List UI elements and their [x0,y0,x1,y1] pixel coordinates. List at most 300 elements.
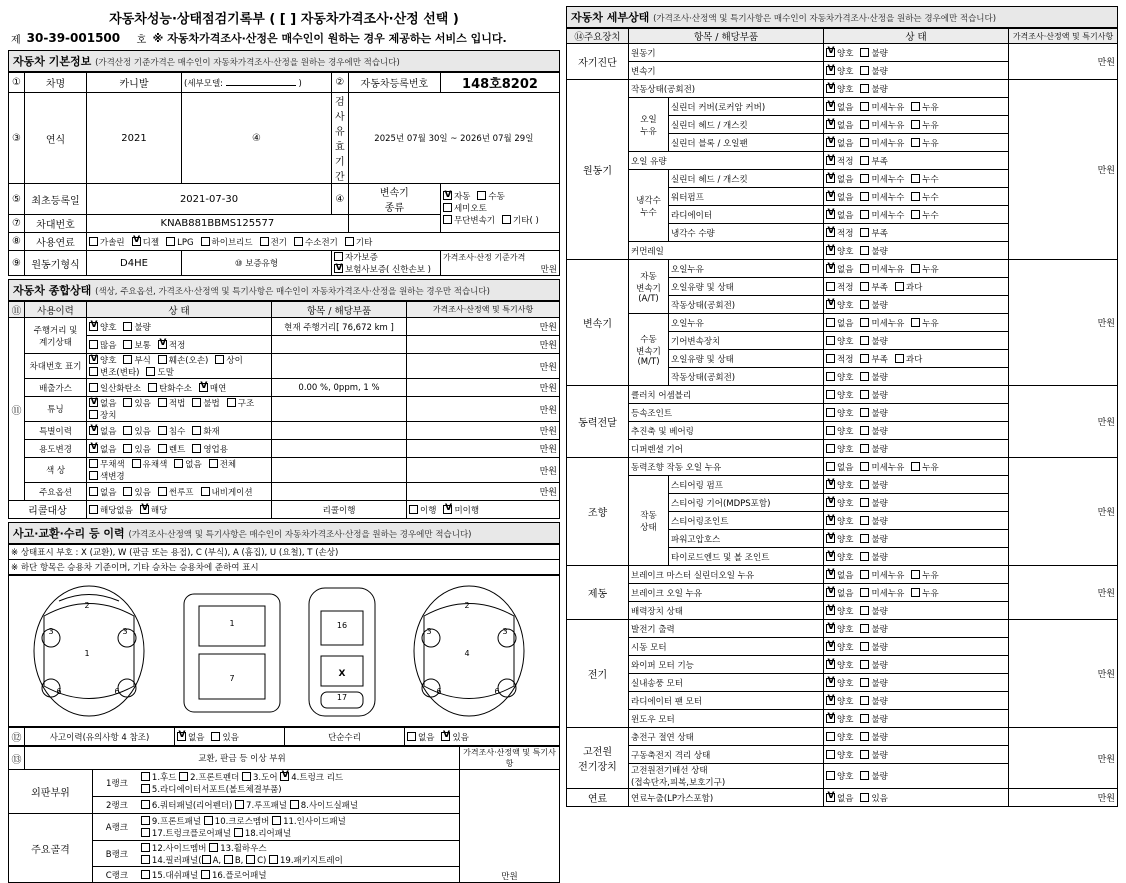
option-작동상태-공회전--불량[interactable]: 불량 [860,83,887,95]
checkbox-추진축-및-베어링-양호[interactable] [826,426,835,435]
option-주요옵션-내비게이션[interactable]: 내비게이션 [201,486,253,498]
checkbox-커먼레일-불량[interactable] [860,246,869,255]
checkbox-변속기-불량[interactable] [860,66,869,75]
option-차대번호-표기-훼손-오손-[interactable]: 훼손(오손) [158,354,208,366]
option-주요옵션-썬루프[interactable]: 썬루프 [158,486,194,498]
checkbox-색-상-전체[interactable] [209,459,218,468]
detail-row-state[interactable] [824,404,1009,422]
detail-row-state[interactable] [824,260,1009,278]
checkbox-자동[interactable] [443,191,452,200]
option-스티어링-펌프-양호[interactable]: V 양호 [826,479,853,491]
checkbox-하이브리드[interactable] [201,237,210,246]
checkbox-워터펌프-누수[interactable] [911,192,920,201]
detail-row-state[interactable] [824,440,1009,458]
detail-row-state[interactable] [824,98,1009,116]
option-rep-없음[interactable]: 없음 [407,731,434,743]
checkbox-실린더-블록-오일팬-없음[interactable] [826,138,835,147]
overall-row-state[interactable] [87,354,272,379]
checkbox-row1-보통[interactable] [123,340,132,349]
detail-row-state[interactable] [824,620,1009,638]
checkbox-브레이크-마스터-실린더오일-누유-미세누유[interactable] [860,570,869,579]
option-동력조향-작동-오일-누유-미세누유[interactable]: 미세누유 [860,461,904,473]
option-추진축-및-베어링-불량[interactable]: 불량 [860,425,887,437]
checkbox-특별이력-화재[interactable] [192,426,201,435]
option-주요옵션-없음[interactable]: 없음 [89,486,116,498]
option-오일-유량-부족[interactable]: 부족 [860,155,887,167]
option-냉각수-수량-적정[interactable]: V 적정 [826,227,853,239]
detail-row-state[interactable] [824,242,1009,260]
option-특별이력-없음[interactable]: V 없음 [89,425,116,437]
checkbox-라디에이터-누수[interactable] [911,210,920,219]
checkbox-배출가스-탄화수소[interactable] [148,383,157,392]
checkbox-발전기-출력-양호[interactable] [826,624,835,633]
checkbox-무단변속기[interactable] [443,215,452,224]
checkbox-자가보증[interactable] [334,252,343,261]
fuel-options[interactable] [87,233,560,251]
option-추진축-및-베어링-양호[interactable]: 양호 [826,425,853,437]
option-특별이력-침수[interactable]: 침수 [158,425,185,437]
option-작동상태-공회전--양호[interactable]: 양호 [826,371,853,383]
checkbox-실린더-커버-로커암-커버--미세누유[interactable] [860,102,869,111]
overall-row-state[interactable] [87,397,272,422]
option-차대번호-표기-도말[interactable]: 도말 [146,366,173,378]
option-커먼레일-불량[interactable]: 불량 [860,245,887,257]
checkbox-특별이력-침수[interactable] [158,426,167,435]
option-구동축전지-격리-상태-양호[interactable]: 양호 [826,749,853,761]
option-튜닝-없음[interactable]: V없음 [89,397,116,409]
detail-row-state[interactable] [824,206,1009,224]
transmission-options-line2[interactable] [443,214,557,226]
checkbox-기타-[interactable] [502,215,511,224]
option-오일누유-미세누유[interactable]: 미세누유 [860,263,904,275]
checkbox-차대번호-표기-부식[interactable] [123,355,132,364]
checkbox-윈도우-모터-불량[interactable] [860,714,869,723]
option-용도변경-없음[interactable]: V 없음 [89,443,116,455]
option-실린더-헤드-개스킷-없음[interactable]: V 없음 [826,119,853,131]
detail-row-state[interactable] [824,368,1009,386]
option-워터펌프-없음[interactable]: V 없음 [826,191,853,203]
checkbox-기타[interactable] [345,237,354,246]
checkbox-브레이크-오일-누유-없음[interactable] [826,588,835,597]
checkbox-dash-panel[interactable] [141,870,150,879]
checkbox-파워고압호스-양호[interactable] [826,534,835,543]
checkbox-수소전기[interactable] [294,237,303,246]
checkbox-실린더-블록-오일팬-미세누유[interactable] [860,138,869,147]
option-등속조인트-양호[interactable]: 양호 [826,407,853,419]
option-실내송풍-모터-불량[interactable]: 불량 [860,677,887,689]
option-무단변속기[interactable]: 무단변속기 [443,214,495,226]
checkbox-오일-유량-부족[interactable] [860,156,869,165]
checkbox-디퍼렌셜-기어-불량[interactable] [860,444,869,453]
option-recall2-미이행[interactable]: V 미이행 [443,504,479,516]
checkbox-pillar-a[interactable] [202,855,211,864]
checkbox-주요옵션-없음[interactable] [89,487,98,496]
checkbox-튜닝-있음[interactable] [123,398,132,407]
checkbox-recall-해당[interactable] [140,505,149,514]
option-오일유량-및-상태-적정[interactable]: 적정 [826,281,853,293]
checkbox-오일누유-없음[interactable] [826,264,835,273]
option-색-상-무채색[interactable]: 무채색 [89,458,125,470]
checkbox-recall2-이행[interactable] [409,505,418,514]
option-발전기-출력-불량[interactable]: 불량 [860,623,887,635]
option-라디에이터-없음[interactable]: V 없음 [826,209,853,221]
checkbox-스티어링조인트-양호[interactable] [826,516,835,525]
option-튜닝-있음[interactable]: 있음 [123,397,150,409]
detail-row-state[interactable] [824,116,1009,134]
option-변속기-양호[interactable]: V 양호 [826,65,853,77]
option-차대번호-표기-부식[interactable]: 부식 [123,354,150,366]
option-색-상-전체[interactable]: 전체 [209,458,236,470]
checkbox-전기[interactable] [260,237,269,246]
checkbox-wheel-house[interactable] [209,843,218,852]
overall-row-state[interactable] [87,336,272,354]
option-색-상-색변경[interactable]: 색변경 [89,470,125,482]
option-튜닝-구조[interactable]: 구조 [227,397,254,409]
option-라디에이터-팬-모터-불량[interactable]: 불량 [860,695,887,707]
detail-row-state[interactable] [824,314,1009,332]
checkbox-pillar-c[interactable] [246,855,255,864]
checkbox-실린더-헤드-개스킷-누유[interactable] [911,120,920,129]
option-recall2-이행[interactable]: 이행 [409,504,436,516]
checkbox-구동축전지-격리-상태-양호[interactable] [826,750,835,759]
checkbox-등속조인트-양호[interactable] [826,408,835,417]
option-색-상-없음[interactable]: 없음 [174,458,201,470]
checkbox-배출가스-일산화탄소[interactable] [89,383,98,392]
checkbox-pillar-panel[interactable] [141,855,150,864]
option-배출가스-일산화탄소[interactable]: 일산화탄소 [89,382,141,394]
checkbox-튜닝-없음[interactable] [89,398,98,407]
checkbox-실린더-커버-로커암-커버--없음[interactable] [826,102,835,111]
checkbox-가솔린[interactable] [89,237,98,246]
simple-repair-options[interactable] [405,728,560,746]
checkbox-trunk-floor-panel[interactable] [141,828,150,837]
option-오일누유-누유[interactable]: 누유 [911,263,938,275]
option-기타-[interactable]: 기타( ) [502,214,539,226]
detail-row-state[interactable] [824,170,1009,188]
detail-row-state[interactable] [824,728,1009,746]
checkbox-용도변경-없음[interactable] [89,444,98,453]
option-가솔린[interactable]: 가솔린 [89,236,125,248]
checkbox-시동-모터-불량[interactable] [860,642,869,651]
checkbox-차대번호-표기-양호[interactable] [89,355,98,364]
checkbox-cross-member[interactable] [204,816,213,825]
option-lpg[interactable]: LPG [166,237,193,248]
checkbox-side-sill-panel[interactable] [290,800,299,809]
option-파워고압호스-불량[interactable]: 불량 [860,533,887,545]
checkbox-오일누유-미세누유[interactable] [860,264,869,273]
checkbox-배력장치-상태-불량[interactable] [860,606,869,615]
checkbox-튜닝-구조[interactable] [227,398,236,407]
option-실린더-커버-로커암-커버--누유[interactable]: 누유 [911,101,938,113]
checkbox-작동상태-공회전--양호[interactable] [826,84,835,93]
checkbox-배력장치-상태-양호[interactable] [826,606,835,615]
checkbox-연료누출-lp가스포함--없음[interactable] [826,793,835,802]
option-용도변경-렌트[interactable]: 렌트 [158,443,185,455]
checkbox-차대번호-표기-변조-변타-[interactable] [89,367,98,376]
checkbox-보험사보증-신한손보-[interactable] [334,264,343,273]
option-row1-많음[interactable]: 많음 [89,339,116,351]
detail-row-state[interactable] [824,44,1009,62]
option-스티어링-펌프-불량[interactable]: 불량 [860,479,887,491]
detail-row-state[interactable] [824,746,1009,764]
checkbox-작동상태-공회전--불량[interactable] [860,300,869,309]
checkbox-스티어링-기어-mdps포함--양호[interactable] [826,498,835,507]
overall-row-state[interactable] [87,318,272,336]
checkbox-브레이크-마스터-실린더오일-누유-누유[interactable] [911,570,920,579]
checkbox-quarter-panel[interactable] [141,800,150,809]
detail-row-state[interactable] [824,224,1009,242]
checkbox-용도변경-영업용[interactable] [192,444,201,453]
detail-row-state[interactable] [824,62,1009,80]
option-와이퍼-모터-기능-불량[interactable]: 불량 [860,659,887,671]
checkbox-recall-해당없음[interactable] [89,505,98,514]
checkbox-rep-없음[interactable] [407,732,416,741]
checkbox-워터펌프-없음[interactable] [826,192,835,201]
option-브레이크-오일-누유-없음[interactable]: V 없음 [826,587,853,599]
overall-row-state[interactable] [87,483,272,501]
checkbox-door[interactable] [242,772,251,781]
checkbox-작동상태-공회전--양호[interactable] [826,300,835,309]
option-타이로드엔드-및-볼-조인트-양호[interactable]: V 양호 [826,551,853,563]
option-실린더-헤드-개스킷-미세누수[interactable]: 미세누수 [860,173,904,185]
checkbox-주행거리-및-계기상태-불량[interactable] [123,322,132,331]
detail-row-state[interactable] [824,764,1009,789]
checkbox-roof-panel[interactable] [235,800,244,809]
checkbox-acc-있음[interactable] [211,732,220,741]
option-색-상-유채색[interactable]: 유채색 [132,458,168,470]
checkbox-세미오토[interactable] [443,203,452,212]
option-워터펌프-미세누수[interactable]: 미세누수 [860,191,904,203]
detail-row-state[interactable] [824,656,1009,674]
transmission-options-line1[interactable] [443,190,557,214]
detail-row-state[interactable] [824,692,1009,710]
option-작동상태-공회전--양호[interactable]: V 양호 [826,299,853,311]
detail-row-state[interactable] [824,350,1009,368]
checkbox-rep-있음[interactable] [441,732,450,741]
checkbox-실내송풍-모터-양호[interactable] [826,678,835,687]
option-기타[interactable]: 기타 [345,236,372,248]
option-디퍼렌셜-기어-양호[interactable]: 양호 [826,443,853,455]
detail-row-state[interactable] [824,188,1009,206]
rankC-items[interactable]: 15.대쉬패널 16.플로어패널 [139,869,457,881]
option-디퍼렌셜-기어-불량[interactable]: 불량 [860,443,887,455]
checkbox-용도변경-있음[interactable] [123,444,132,453]
option-브레이크-마스터-실린더오일-누유-없음[interactable]: V 없음 [826,569,853,581]
detail-row-state[interactable] [824,638,1009,656]
option-스티어링조인트-불량[interactable]: 불량 [860,515,887,527]
option-고전원전기배선-상태-접속단자-피복-보호기구--불량[interactable]: 불량 [860,770,887,782]
option-튜닝-적법[interactable]: 적법 [158,397,185,409]
overall-row-state[interactable] [87,379,272,397]
checkbox-floor-panel[interactable] [201,870,210,879]
checkbox-오일유량-및-상태-과다[interactable] [895,354,904,363]
option-스티어링-기어-mdps포함--양호[interactable]: V 양호 [826,497,853,509]
checkbox-실린더-헤드-개스킷-없음[interactable] [826,120,835,129]
detail-row-state[interactable] [824,278,1009,296]
option-스티어링-기어-mdps포함--불량[interactable]: 불량 [860,497,887,509]
option-오일유량-및-상태-과다[interactable]: 과다 [895,281,922,293]
option-실린더-커버-로커암-커버--미세누유[interactable]: 미세누유 [860,101,904,113]
option-윈도우-모터-양호[interactable]: V 양호 [826,713,853,725]
option-워터펌프-누수[interactable]: 누수 [911,191,938,203]
checkbox-특별이력-있음[interactable] [123,426,132,435]
checkbox-발전기-출력-불량[interactable] [860,624,869,633]
option-rep-있음[interactable]: V 있음 [441,731,468,743]
option-row1-적정[interactable]: V 적정 [158,339,185,351]
detail-row-state[interactable] [824,548,1009,566]
checkbox-acc-없음[interactable] [177,732,186,741]
option-오일누유-없음[interactable]: 없음 [826,317,853,329]
option-기어변속장치-양호[interactable]: 양호 [826,335,853,347]
checkbox-색-상-유채색[interactable] [132,459,141,468]
checkbox-라디에이터-팬-모터-양호[interactable] [826,696,835,705]
checkbox-주요옵션-썬루프[interactable] [158,487,167,496]
checkbox-오일-유량-적정[interactable] [826,156,835,165]
checkbox-동력조향-작동-오일-누유-누유[interactable] [911,462,920,471]
checkbox-튜닝-적법[interactable] [158,398,167,407]
checkbox-실린더-블록-오일팬-누유[interactable] [911,138,920,147]
checkbox-작동상태-공회전--불량[interactable] [860,372,869,381]
checkbox-기어변속장치-양호[interactable] [826,336,835,345]
option-수소전기[interactable]: 수소전기 [294,236,338,248]
option-차대번호-표기-양호[interactable]: V양호 [89,354,116,366]
option-실린더-헤드-개스킷-없음[interactable]: V 없음 [826,173,853,185]
option-하이브리드[interactable]: 하이브리드 [201,236,253,248]
checkbox-row1-적정[interactable] [158,340,167,349]
checkbox-동력조향-작동-오일-누유-없음[interactable] [826,462,835,471]
detail-row-state[interactable] [824,80,1009,98]
option-라디에이터-누수[interactable]: 누수 [911,209,938,221]
checkbox-충전구-절연-상태-불량[interactable] [860,732,869,741]
option-acc-없음[interactable]: V 없음 [177,731,204,743]
checkbox-클러치-어셈블리-양호[interactable] [826,390,835,399]
option-냉각수-수량-부족[interactable]: 부족 [860,227,887,239]
option-보험사보증-신한손보-[interactable]: V보험사보증( 신한손보 ) [334,263,431,275]
overall-row-state[interactable] [87,440,272,458]
detail-row-state[interactable] [824,789,1009,807]
checkbox-오일유량-및-상태-적정[interactable] [826,282,835,291]
detail-row-state[interactable] [824,422,1009,440]
option-기어변속장치-불량[interactable]: 불량 [860,335,887,347]
option-튜닝-장치[interactable]: 장치 [89,409,116,421]
option-전기[interactable]: 전기 [260,236,287,248]
checkbox-커먼레일-양호[interactable] [826,246,835,255]
checkbox-연료누출-lp가스포함--있음[interactable] [860,793,869,802]
option-동력조향-작동-오일-누유-누유[interactable]: 누유 [911,461,938,473]
checkbox-pillar-b[interactable] [224,855,233,864]
checkbox-rear-panel[interactable] [234,828,243,837]
checkbox-디젤[interactable] [132,237,141,246]
checkbox-실린더-헤드-개스킷-미세누수[interactable] [860,174,869,183]
checkbox-스티어링-펌프-양호[interactable] [826,480,835,489]
checkbox-라디에이터-미세누수[interactable] [860,210,869,219]
checkbox-튜닝-장치[interactable] [89,410,98,419]
detail-row-state[interactable] [824,566,1009,584]
checkbox-오일누유-미세누유[interactable] [860,318,869,327]
option-구동축전지-격리-상태-불량[interactable]: 불량 [860,749,887,761]
checkbox-차대번호-표기-훼손-오손-[interactable] [158,355,167,364]
checkbox-스티어링-기어-mdps포함--불량[interactable] [860,498,869,507]
checkbox-등속조인트-불량[interactable] [860,408,869,417]
checkbox-lpg[interactable] [166,237,175,246]
option-충전구-절연-상태-양호[interactable]: 양호 [826,731,853,743]
checkbox-타이로드엔드-및-볼-조인트-불량[interactable] [860,552,869,561]
option-차대번호-표기-변조-변타-[interactable]: 변조(변타) [89,366,139,378]
option-라디에이터-팬-모터-양호[interactable]: V 양호 [826,695,853,707]
checkbox-주요옵션-있음[interactable] [123,487,132,496]
checkbox-충전구-절연-상태-양호[interactable] [826,732,835,741]
option-row1-보통[interactable]: 보통 [123,339,150,351]
option-연료누출-lp가스포함--없음[interactable]: V 없음 [826,792,853,804]
checkbox-클러치-어셈블리-불량[interactable] [860,390,869,399]
option-차대번호-표기-상이[interactable]: 상이 [215,354,242,366]
recall-performed-options[interactable] [407,501,560,519]
detail-row-state[interactable] [824,476,1009,494]
option-오일-유량-적정[interactable]: V 적정 [826,155,853,167]
option-자동[interactable]: V자동 [443,190,470,202]
detail-row-state[interactable] [824,602,1009,620]
checkbox-냉각수-수량-부족[interactable] [860,228,869,237]
detail-row-state[interactable] [824,152,1009,170]
checkbox-라디에이터-없음[interactable] [826,210,835,219]
checkbox-색-상-무채색[interactable] [89,459,98,468]
checkbox-브레이크-오일-누유-누유[interactable] [911,588,920,597]
checkbox-수동[interactable] [477,191,486,200]
option-오일유량-및-상태-과다[interactable]: 과다 [895,353,922,365]
rank2-items[interactable]: 6.쿼터패널(리어펜더) 7.루프패널 8.사이드실패널 [139,799,457,811]
option-실린더-블록-오일팬-미세누유[interactable]: 미세누유 [860,137,904,149]
checkbox-package-tray[interactable] [269,855,278,864]
option-실린더-헤드-개스킷-미세누유[interactable]: 미세누유 [860,119,904,131]
option-실린더-블록-오일팬-없음[interactable]: V 없음 [826,137,853,149]
option-디젤[interactable]: V 디젤 [132,236,159,248]
option-배력장치-상태-불량[interactable]: 불량 [860,605,887,617]
checkbox-냉각수-수량-적정[interactable] [826,228,835,237]
option-윈도우-모터-불량[interactable]: 불량 [860,713,887,725]
option-자가보증[interactable]: 자가보증 [334,251,378,263]
option-용도변경-영업용[interactable]: 영업용 [192,443,228,455]
checkbox-스티어링조인트-불량[interactable] [860,516,869,525]
checkbox-파워고압호스-불량[interactable] [860,534,869,543]
checkbox-동력조향-작동-오일-누유-미세누유[interactable] [860,462,869,471]
checkbox-실내송풍-모터-불량[interactable] [860,678,869,687]
checkbox-실린더-헤드-개스킷-미세누유[interactable] [860,120,869,129]
checkbox-디퍼렌셜-기어-양호[interactable] [826,444,835,453]
checkbox-구동축전지-격리-상태-불량[interactable] [860,750,869,759]
option-주행거리-및-계기상태-불량[interactable]: 불량 [123,321,150,333]
checkbox-용도변경-렌트[interactable] [158,444,167,453]
checkbox-차대번호-표기-상이[interactable] [215,355,224,364]
option-발전기-출력-양호[interactable]: V 양호 [826,623,853,635]
checkbox-실린더-헤드-개스킷-누수[interactable] [911,174,920,183]
detail-row-state[interactable] [824,386,1009,404]
option-시동-모터-양호[interactable]: V 양호 [826,641,853,653]
option-라디에이터-미세누수[interactable]: 미세누수 [860,209,904,221]
detail-row-state[interactable] [824,494,1009,512]
rank1-items[interactable]: 1.후드 2.프론트펜더 3.도어 V4.트렁크 리드 5.라디에이터서포트(볼트체결부품) [139,771,457,795]
accident-history-options[interactable] [175,728,285,746]
checkbox-실린더-커버-로커암-커버--누유[interactable] [911,102,920,111]
checkbox-색-상-없음[interactable] [174,459,183,468]
checkbox-배출가스-매연[interactable] [199,383,208,392]
detail-row-state[interactable] [824,584,1009,602]
option-작동상태-공회전--불량[interactable]: 불량 [860,299,887,311]
option-와이퍼-모터-기능-양호[interactable]: V 양호 [826,659,853,671]
checkbox-주행거리-및-계기상태-양호[interactable] [89,322,98,331]
checkbox-inside-panel[interactable] [272,816,281,825]
checkbox-타이로드엔드-및-볼-조인트-양호[interactable] [826,552,835,561]
checkbox-윈도우-모터-양호[interactable] [826,714,835,723]
